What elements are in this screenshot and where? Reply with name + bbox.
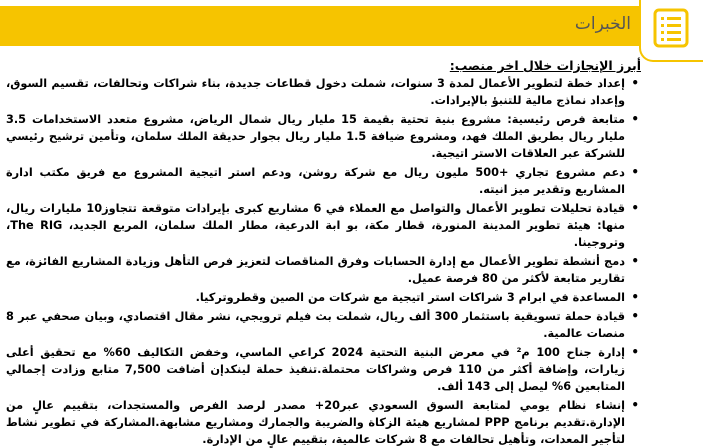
section-title: الخبرات xyxy=(574,14,631,34)
list-item: • متابعة فرص رئيسية: مشروع بنية تحتية بقيمة 15 مليار ريال شمال الرياض، مشروع متعدد الاستخدامات 3.5 مليار ريال بطريق الملك فهد، ومشروع ضيافة 1.5 مليار ريال بجوار حديقة الملك سلمان، وتأمين ترشيح رئيسي للشركة عبر العلاقات الاستر اتيجية. xyxy=(6,111,625,162)
list-item: • إنشاء نظام يومي لمتابعة السوق السعودي عبر20+ مصدر لرصد الفرص والمستجدات، بتقييم عالٍ من الإدارة.تقديم برنامج PPP لمشاريع هيئة الزكاة والضريبة والجمارك ومشاريع مشابهة.المشاركة في تطوير نشاط لتأجير المعدات، وتأهيل تحالفات مع 8 شركات عالمية، بتقييم عالٍ من الإدارة. xyxy=(6,397,625,448)
list-item: • قيادة حملة تسويقية باستثمار 300 ألف ريال، شملت بث فيلم ترويجي، نشر مقال اقتصادي، وبيان صحفي عبر 8 منصات عالمية. xyxy=(6,308,625,342)
list-item: • إدارة جناح 100 م² في معرض البنية التحتية 2024 كراعي الماسي، وخفض التكاليف 60% مع تحقيق أعلى زيارات، وإضافة أكثر من 110 فرص وشراكات محتملة.تنفيذ حملة لينكدإن أضافت 7,500 متابع وزادت إجمالي المتابعين 6% ليصل إلى 143 ألف. xyxy=(6,344,625,395)
document-list-icon xyxy=(651,8,691,48)
section-banner xyxy=(0,6,703,46)
list-item: • دمج أنشطة تطوير الأعمال مع إدارة الحسابات وفرق المناقصات لتعزيز فرص التأهل وزيادة المشاريع الفائزة، مع تقارير متابعة لأكثر من 80 فرصة عميل. xyxy=(6,253,625,287)
achievements-heading: أبرز الإنجازات خلال اخر منصب: xyxy=(449,58,641,73)
list-item: • المساعدة في ابرام 3 شراكات استر اتيجية مع شركات من الصين وقطروتركيا. xyxy=(6,289,625,306)
experience-content xyxy=(6,58,641,446)
list-item: • قيادة تحليلات تطوير الأعمال والتواصل مع العملاء في 6 مشاريع كبرى بإيرادات متوقعة تتجاوز10 مليارات ريال، منها: هيئة تطوير المدينة المنورة، قطار مكة، بو ابة الدرعية، مطار الملك سلمان، المربع الجديد، The RIG، وتروجينا. xyxy=(6,200,625,251)
list-item: • دعم مشروع تجاري +500 مليون ريال مع شركة روشن، ودعم استر اتيجية المشروع مع فريق مكتب ادارة المشاريع وتقدير ميز انيته. xyxy=(6,164,625,198)
section-icon-frame xyxy=(639,0,703,62)
achievements-list xyxy=(6,75,641,448)
list-item: • إعداد خطة لتطوير الأعمال لمدة 3 سنوات، شملت دخول قطاعات جديدة، بناء شراكات وتحالفات، تقسيم السوق، وإعداد نماذج مالية للتنبؤ بالإيرادات. xyxy=(6,75,625,109)
